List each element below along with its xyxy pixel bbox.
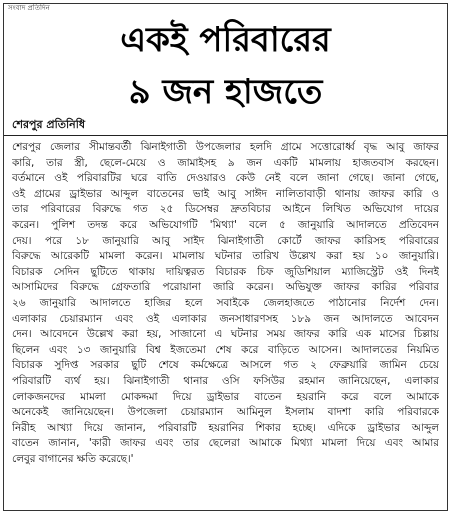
body-line: কারি, তার স্ত্রী, ছেলে-মেয়ে ও জামাইসহ ৯ জন একটি মামলায় হাজতবাস করছেন। <box>12 156 439 169</box>
newspaper-header-strip: সংবাদ প্রতিদিন <box>8 4 50 12</box>
body-line: এলাকার চেয়ারম্যান এবং ওই এলাকার জনসাধারণসহ ১৮৯ জন আদালতে আবেদন <box>12 312 439 325</box>
body-line: লোকজনদের মামলা মোকদ্দমা দিয়ে ড্রাইভার বাতেন হয়রানি করে বলে আমাকে <box>12 390 439 403</box>
body-line: পরিবারটি ব্যর্থ হয়। ঝিনাইগাতী থানার ওসি ফসিউর রহমান জানিয়েছেন, এলাকার <box>12 374 439 387</box>
body-line: বাতেন জানান, 'কারী জাফর এবং তার ছেলেরা আমাকে মিথ্যা মামলা দিয়ে এবং আমার <box>12 437 439 450</box>
body-line: দেন। আবেদনে উল্লেখ করা হয়, সাজানো এ ঘটনার সময় জাফর কারি এক মাসের চিল্লায় <box>12 328 439 341</box>
body-line: বিচারক সেদিন ছুটিতে থাকায় দায়িত্বরত বিচারক চিফ জুডিশিয়াল ম্যাজিস্ট্রেট ওই দিনই <box>12 265 439 278</box>
body-line: বর্তমানে ওই পরিবারটির ঘরে বাতি দেওয়ারও কেউ নেই বলে জানা গেছে। জানা গেছে, <box>12 172 439 185</box>
body-line: নিরীহ আখ্যা দিয়ে জানান, পরিবারটি হয়রানির শিকার হচ্ছে। এদিকে ড্রাইভার আব্দুল <box>12 421 439 434</box>
byline: শেরপুর প্রতিনিধি <box>12 118 86 131</box>
byline-divider <box>4 135 447 136</box>
body-line: বিরুদ্ধে আরেকটি মামলা করেন। মামলায় ঘটনার তারিখ উল্লেখ করা হয় ১০ জানুয়ারি। <box>12 250 439 263</box>
body-line: শেরপুর জেলার সীমান্তবর্তী ঝিনাইগাতী উপজেলার হলদি গ্রামে সত্তোরোর্ধ্ব বৃদ্ধ আবু জাফর <box>12 141 439 153</box>
body-line: অনেকেই জানিয়েছেন। উপজেলা চেয়ারম্যান আমিনুল ইসলাম বাদশা কারি পরিবারকে <box>12 406 439 419</box>
body-line: বিচারক সুদিপ্ত সরকার ছুটি শেষে কর্মক্ষেত্রে আসলে গত ২ ফেব্রুয়ারি জামিন চেয়ে <box>12 359 439 372</box>
headline-line-1: একই পরিবারের <box>120 20 331 60</box>
article-body <box>12 140 439 467</box>
article-clipping <box>3 3 448 511</box>
body-line: তার পরিবারের বিরুদ্ধে গত ২৫ ডিসেম্বর দ্রুতবিচার আইনে লিখিত অভিযোগ দায়ের <box>12 203 439 216</box>
headline-line-2: ৯ জন হাজতে <box>128 72 323 112</box>
body-line: আসামিদের বিরুদ্ধে গ্রেফতারি পরোয়ানা জারি করেন। অভিযুক্ত জাফর কারির পরিবার <box>12 281 439 294</box>
body-line: ওই গ্রামের ড্রাইভার আব্দুল বাতেনের ভাই আবু সাঈদ নালিতাবাড়ী থানায় জাফর কারি ও <box>12 187 439 200</box>
body-line: দেয়। পরে ১৮ জানুয়ারি আবু সাইদ ঝিনাইগাতী কোর্টে জাফর কারিসহ পরিবারের <box>12 234 439 247</box>
body-line: করেন। পুলিশ তদন্ত করে অভিযোগটি 'মিথ্যা' বলে ৫ জানুয়ারি আদালতে প্রতিবেদন <box>12 218 439 231</box>
body-line: লেবুর বাগানের ক্ষতি করেছে।' <box>12 452 134 465</box>
body-line: ২৬ জানুয়ারি আদালতে হাজির হলে সবাইকে জেলহাজতে পাঠানোর নির্দেশ দেন। <box>12 296 439 309</box>
body-line: ছিলেন এবং ১৩ জানুয়ারি বিশ্ব ইজতেমা শেষ করে বাড়িতে আসেন। আদালতের নিয়মিত <box>12 343 439 356</box>
